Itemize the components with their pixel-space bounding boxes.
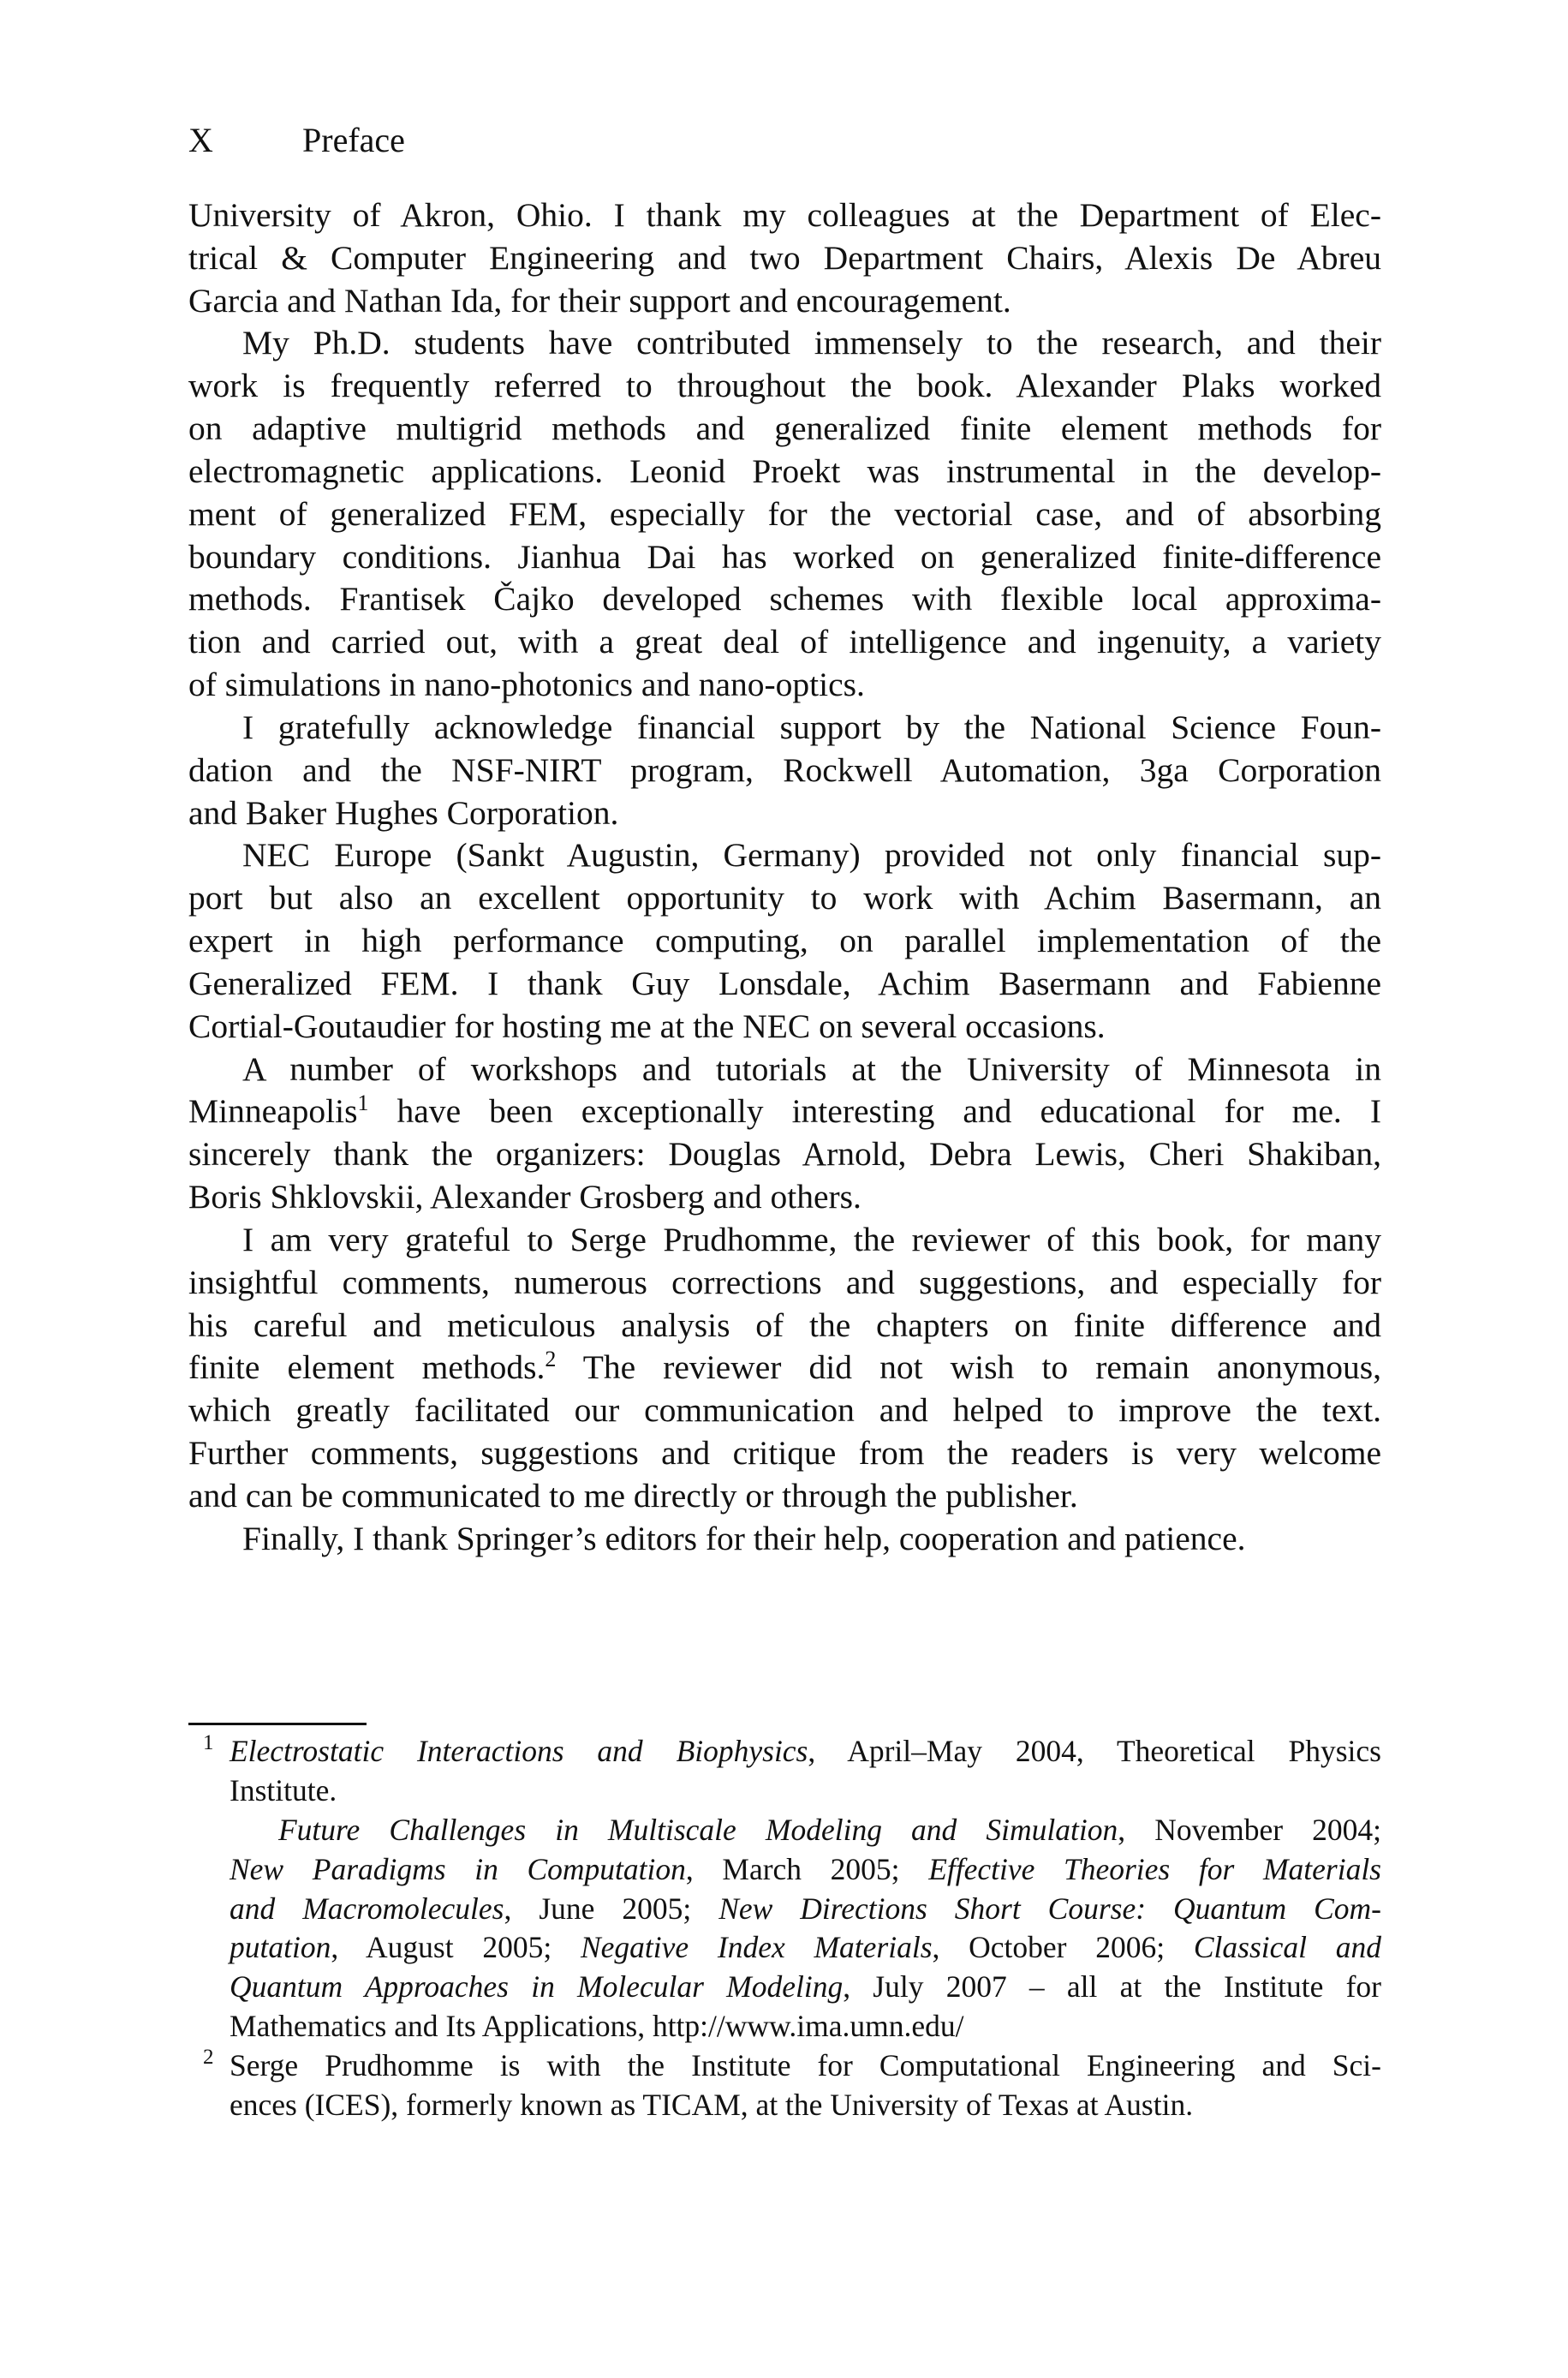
body-line xyxy=(188,963,1381,1006)
footnote-line xyxy=(188,1928,1381,1968)
body-line-text: Further comments, suggestions and critique from the readers is very welcome xyxy=(188,1434,1381,1473)
body-line xyxy=(188,1176,1381,1219)
footnote-text: ences (ICES), formerly known as TICAM, at the University of Texas at Austin. xyxy=(230,2088,1194,2123)
footnote-line xyxy=(188,1968,1381,2007)
body-line xyxy=(188,578,1381,621)
body-line xyxy=(188,664,1381,707)
footnote-text: , June 2005; xyxy=(504,1891,719,1926)
footnote-text: , October 2006; xyxy=(932,1930,1194,1965)
body-line xyxy=(188,1262,1381,1305)
footnote-mark: 1 xyxy=(203,1731,214,1754)
body-line xyxy=(188,1475,1381,1518)
footnote-line xyxy=(188,1850,1381,1890)
footnote-title: putation xyxy=(230,1930,331,1965)
footnote-title: Negative Index Materials xyxy=(580,1930,933,1965)
body-line xyxy=(188,1518,1381,1561)
body-line xyxy=(188,1389,1381,1432)
body-line xyxy=(188,1006,1381,1049)
footnote-reference[interactable]: 2 xyxy=(545,1347,557,1372)
footnote-text: Mathematics and Its Applications, http://www.ima.umn.edu/ xyxy=(230,2009,964,2044)
footnote-title: New Directions Short Course: Quantum Com- xyxy=(718,1891,1381,1926)
page-number: X xyxy=(188,121,213,159)
body-line xyxy=(188,792,1381,835)
body-line-text: Generalized FEM. I thank Guy Lonsdale, Achim Basermann and Fabienne xyxy=(188,964,1381,1002)
body-line xyxy=(188,1049,1381,1091)
body-line-text: finite element methods. xyxy=(188,1348,546,1387)
section-title: Preface xyxy=(302,121,405,159)
body-line xyxy=(188,707,1381,750)
body-line-text: expert in high performance computing, on parallel implementation of the xyxy=(188,922,1381,960)
body-line xyxy=(188,365,1381,408)
body-line-text: I gratefully acknowledge financial support by the National Science Foun- xyxy=(242,708,1381,746)
body-line xyxy=(188,1347,1381,1389)
footnote-text: , November 2004; xyxy=(1118,1812,1381,1847)
body-line-text: which greatly facilitated our communication and helped to improve the text. xyxy=(188,1391,1381,1430)
body-line-text: I am very grateful to Serge Prudhomme, the reviewer of this book, for many xyxy=(242,1220,1381,1258)
footnote-rule xyxy=(188,1723,367,1725)
body-line xyxy=(188,877,1381,920)
body-line xyxy=(188,621,1381,664)
footnote-line xyxy=(188,1811,1381,1850)
body-line xyxy=(188,750,1381,792)
footnote-text: Serge Prudhomme is with the Institute for Computational Engineering and Sci- xyxy=(230,2048,1381,2083)
body-line-text: The reviewer did not wish to remain anonymous, xyxy=(556,1348,1381,1387)
body-line-text: trical & Computer Engineering and two Department Chairs, Alexis De Abreu xyxy=(188,238,1381,277)
body-line-text: Minneapolis xyxy=(188,1092,358,1131)
body-line-text: My Ph.D. students have contributed immensely to the research, and their xyxy=(242,324,1381,362)
footnote-line xyxy=(188,1890,1381,1929)
body-line-text: Finally, I thank Springer’s editors for their help, cooperation and patience. xyxy=(242,1519,1246,1557)
body-line xyxy=(188,1090,1381,1133)
footnote-text: , April–May 2004, Theoretical Physics xyxy=(808,1734,1381,1768)
footnote-line xyxy=(188,1772,1381,1811)
footnote-line xyxy=(188,2086,1381,2125)
body-line-text: tion and carried out, with a great deal of intelligence and ingenuity, a variety xyxy=(188,623,1381,661)
body-line-text: Cortial-Goutaudier for hosting me at the NEC on several occasions. xyxy=(188,1007,1106,1045)
body-line xyxy=(188,1219,1381,1262)
body-line-text: sincerely thank the organizers: Douglas Arnold, Debra Lewis, Cheri Shakiban, xyxy=(188,1135,1381,1174)
body-line xyxy=(188,1305,1381,1347)
body-line xyxy=(188,451,1381,493)
footnote-title: Quantum Approaches in Molecular Modeling xyxy=(230,1969,844,2005)
body-line-text: methods. Frantisek Čajko developed schemes with flexible local approxima- xyxy=(188,580,1381,618)
body-line-text: of simulations in nano-photonics and nano-optics. xyxy=(188,666,865,704)
footnote-line xyxy=(188,2007,1381,2046)
body-line-text: and can be communicated to me directly or through the publisher. xyxy=(188,1476,1078,1515)
running-head xyxy=(188,120,405,161)
footnote-title: and Macromolecules xyxy=(230,1891,504,1926)
body-line xyxy=(188,920,1381,963)
footnote-text: Institute. xyxy=(230,1772,337,1807)
body-line-text: University of Akron, Ohio. I thank my colleagues at the Department of Elec- xyxy=(188,196,1381,234)
footnote-mark: 2 xyxy=(203,2046,214,2070)
body-line-text: dation and the NSF-NIRT program, Rockwell Automation, 3ga Corporation xyxy=(188,750,1381,789)
body-line xyxy=(188,237,1381,280)
body-line-text: Garcia and Nathan Ida, for their support and encouragement. xyxy=(188,281,1011,320)
body-line xyxy=(188,536,1381,579)
body-line xyxy=(188,1432,1381,1475)
body-line xyxy=(188,408,1381,451)
footnote-title: Electrostatic Interactions and Biophysics xyxy=(230,1734,808,1768)
body-line-text: boundary conditions. Jianhua Dai has worked on generalized finite-difference xyxy=(188,537,1381,576)
body-line xyxy=(188,322,1381,365)
footnote-title: New Paradigms in Computation xyxy=(230,1851,686,1886)
footnote-line xyxy=(188,2046,1381,2086)
body-line xyxy=(188,280,1381,323)
body-line xyxy=(188,493,1381,536)
body-line-text: and Baker Hughes Corporation. xyxy=(188,793,619,832)
body-line-text: port but also an excellent opportunity to work with Achim Basermann, an xyxy=(188,879,1381,917)
footnote-reference[interactable]: 1 xyxy=(357,1090,369,1116)
body-line-text: A number of workshops and tutorials at the University of Minnesota in xyxy=(242,1049,1381,1088)
body-text xyxy=(188,194,1381,1561)
body-line xyxy=(188,834,1381,877)
footnote-text: , August 2005; xyxy=(331,1930,581,1965)
body-line xyxy=(188,1133,1381,1176)
footnote-text: , March 2005; xyxy=(685,1851,929,1886)
footnote-title: Future Challenges in Multiscale Modeling and Simulation xyxy=(278,1812,1118,1847)
footnote-title: Classical and xyxy=(1193,1930,1381,1965)
footnote-line xyxy=(188,1732,1381,1772)
footnote-text: , July 2007 – all at the Institute for xyxy=(843,1969,1381,2005)
body-line-text: his careful and meticulous analysis of the chapters on finite difference and xyxy=(188,1306,1381,1344)
body-line-text: electromagnetic applications. Leonid Proekt was instrumental in the develop- xyxy=(188,451,1381,490)
footnotes xyxy=(188,1732,1381,2125)
body-line-text: have been exceptionally interesting and educational for me. I xyxy=(368,1092,1381,1131)
body-line-text: work is frequently referred to throughout the book. Alexander Plaks worked xyxy=(188,367,1381,405)
body-line-text: insightful comments, numerous corrections and suggestions, and especially for xyxy=(188,1263,1381,1301)
body-line-text: on adaptive multigrid methods and generalized finite element methods for xyxy=(188,409,1381,448)
footnote-title: Effective Theories for Materials xyxy=(928,1851,1381,1886)
body-line-text: NEC Europe (Sankt Augustin, Germany) provided not only financial sup- xyxy=(242,836,1381,875)
body-line-text: Boris Shklovskii, Alexander Grosberg and others. xyxy=(188,1178,862,1216)
body-line-text: ment of generalized FEM, especially for the vectorial case, and of absorbing xyxy=(188,494,1381,533)
body-line xyxy=(188,194,1381,237)
